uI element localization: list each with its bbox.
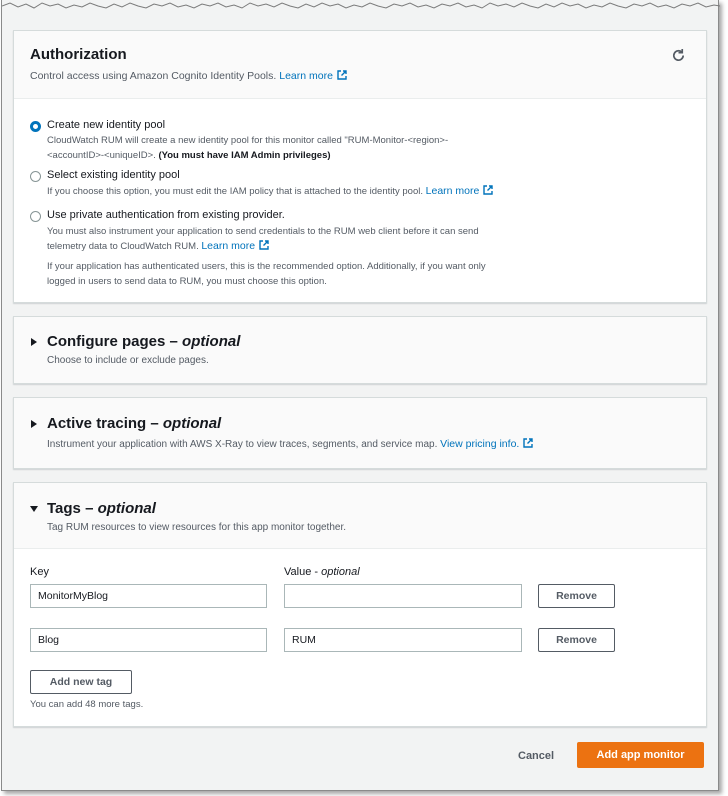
option-select-existing-pool-desc: If you choose this option, you must edit the IAM policy that is attached to the identity pool. Learn more [47, 184, 493, 199]
add-new-tag-button[interactable]: Add new tag [30, 670, 132, 694]
learn-more-link[interactable]: Learn more [279, 70, 333, 82]
expand-caret-icon[interactable] [31, 420, 37, 428]
view-pricing-link[interactable]: View pricing info. [440, 438, 520, 450]
configure-pages-panel[interactable] [13, 316, 707, 384]
option-create-new-pool-desc: CloudWatch RUM will create a new identity pool for this monitor called "RUM-Monitor-<region>- <accountID>-<uniqueID>. (You must have IAM Admin privileges) [47, 135, 449, 161]
learn-more-link[interactable]: Learn more [201, 240, 256, 252]
cancel-button[interactable]: Cancel [518, 750, 555, 762]
refresh-icon[interactable] [671, 48, 686, 63]
option-private-auth-label: Use private authentication from existing provider. [47, 209, 285, 221]
external-link-icon [337, 70, 347, 80]
tag-value-input-1[interactable] [284, 584, 522, 608]
tag-key-input-2[interactable]: Blog [30, 628, 267, 652]
configure-pages-description: Choose to include or exclude pages. [47, 355, 209, 366]
key-label: Key [30, 566, 49, 578]
remove-tag-button-1[interactable]: Remove [538, 584, 615, 608]
option-create-new-pool-label: Create new identity pool [47, 119, 166, 131]
tags-remaining-text: You can add 48 more tags. [30, 699, 144, 710]
external-link-icon [523, 438, 533, 448]
radio-select-existing-pool[interactable] [30, 171, 41, 182]
option-select-existing-pool-label: Select existing identity pool [47, 169, 180, 181]
expand-caret-icon[interactable] [31, 338, 37, 346]
external-link-icon [483, 185, 493, 195]
radio-create-new-pool[interactable] [30, 121, 41, 132]
radio-private-auth[interactable] [30, 211, 41, 222]
add-app-monitor-button[interactable]: Add app monitor [577, 742, 704, 768]
active-tracing-title: Active tracing – optional [47, 415, 222, 432]
authorization-title: Authorization [30, 46, 127, 63]
tags-title: Tags – optional [47, 500, 156, 517]
value-label: Value - optional [284, 566, 360, 578]
authorization-description: Control access using Amazon Cognito Identity Pools. Learn more [30, 70, 347, 82]
external-link-icon [259, 240, 269, 250]
learn-more-link[interactable]: Learn more [425, 185, 480, 197]
torn-edge [2, 0, 720, 14]
authorization-panel [13, 30, 707, 303]
active-tracing-panel[interactable] [13, 397, 707, 469]
screenshot-frame [1, 0, 719, 791]
tags-panel [13, 482, 707, 727]
tags-header[interactable] [14, 483, 706, 549]
remove-tag-button-2[interactable]: Remove [538, 628, 615, 652]
configure-pages-title: Configure pages – optional [47, 333, 241, 350]
tag-value-input-2[interactable]: RUM [284, 628, 522, 652]
authorization-header [14, 31, 706, 99]
tags-description: Tag RUM resources to view resources for this app monitor together. [47, 522, 347, 533]
option-private-auth-desc: You must also instrument your application to send credentials to the RUM web client before it can send telemetry data to CloudWatch RUM. Learn more If your application has authenticated users, this is the recommended option. Additionally, if you want only logged in users to send data to RUM, you must choose this option. [47, 226, 486, 287]
tag-key-input-1[interactable]: MonitorMyBlog [30, 584, 267, 608]
collapse-caret-icon[interactable] [30, 506, 38, 512]
active-tracing-description: Instrument your application with AWS X-Ray to view traces, segments, and service map. View pricing info. [47, 438, 533, 450]
